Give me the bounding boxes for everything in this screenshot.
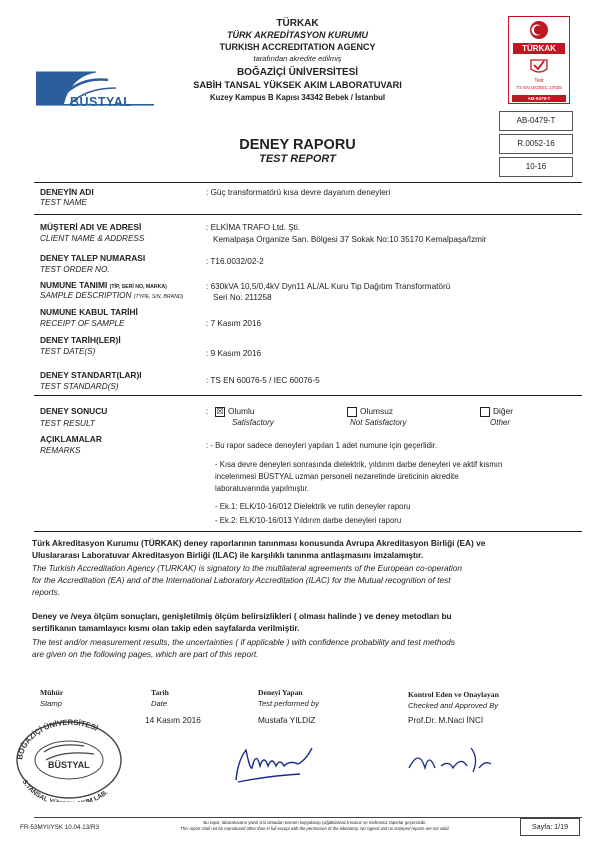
uncertainty-en-line2: are given on the following pages, which are part of this report. (32, 649, 259, 659)
receipt-label: NUMUNE KABUL TARİHİ (40, 307, 138, 317)
client-label: MÜŞTERİ ADI VE ADRESİ (40, 222, 142, 232)
header-university: BOĞAZİÇİ ÜNİVERSİTESİ (236, 67, 359, 78)
test-name-value: : Güç transformatörü kısa devre dayanım deneyleri (206, 188, 391, 197)
header-address: Kuzey Kampus B Kapısı 34342 Bebek / İstanbul (209, 93, 386, 102)
stamp-label-en: Stamp (40, 699, 62, 708)
footer-form-code: FR-53MYI/YSK 10.04.13/R3 (20, 824, 100, 831)
lab-stamp (8, 712, 130, 802)
result-option-label-en: Satisfactory (232, 418, 274, 427)
checked-by-label-en: Checked and Approved By (408, 701, 499, 710)
result-colon: : (206, 407, 209, 416)
test-name-text: Güç transformatörü kısa devre dayanım deneyleri (210, 188, 391, 197)
remarks-annex-1: - Ek.1: ELK/10-16/012 Dielektrik ve rutin deneyler raporu (215, 502, 411, 511)
result-label-en: TEST RESULT (40, 419, 95, 428)
turkak-badge-line3: AB-0479-T (527, 96, 551, 101)
sample-value: : 630kVA 10,5/0,4kV Dyn11 AL/AL Kuru Tip Dağıtım Transformatörü (206, 282, 451, 291)
header-agency-en: TURKISH ACCREDITATION AGENCY (219, 42, 376, 52)
bustyal-logo-graphic (36, 66, 154, 118)
header-accredited-by: tarafından akredite edilmiş (253, 54, 342, 63)
header-lab-name: SABİH TANSAL YÜKSEK AKIM LABORATUVARI (193, 80, 402, 90)
footer-note-tr: Bu rapor, laboratuvarın yazılı izni olmadan kısmen kopyalanıp çoğaltılamaz.İmzasız ve mühürsüz raporlar geçersizdir. (203, 820, 427, 825)
result-checkbox-satisfactory[interactable]: ☒ (216, 406, 224, 416)
remarks-label: AÇIKLAMALAR (40, 434, 102, 444)
dates-value: : 9 Kasım 2016 (206, 349, 262, 358)
receipt-label-en: RECEIPT OF SAMPLE (40, 319, 125, 328)
report-title: DENEY RAPORU (239, 137, 356, 153)
uncertainty-tr-line2: sertifikanın tamamlayıcı kısmı olan takip eden sayfalarda verilmiştir. (32, 623, 300, 633)
sample-serial: Seri No: 211258 (213, 293, 272, 302)
report-title-en: TEST REPORT (259, 153, 336, 165)
performed-by-name: Mustafa YILDIZ (258, 715, 316, 725)
result-option-label: Olumsuz (360, 406, 394, 416)
result-option-label: Olumlu (228, 406, 255, 416)
checked-by-label: Kontrol Eden ve Onaylayan (408, 690, 499, 699)
receipt-text: 7 Kasım 2016 (210, 319, 262, 328)
row-divider (34, 214, 582, 215)
client-address-value: Kemalpaşa Organize San. Bölgesi 37 Sokak No:10 35170 Kemalpaşa/İzmir (213, 235, 487, 244)
accreditation-en-line3: reports. (32, 587, 61, 597)
turkak-badge (508, 16, 570, 104)
standards-value: : TS EN 60076-5 / IEC 60076-5 (206, 376, 320, 385)
performer-signature (228, 730, 318, 790)
remarks-line-2: - Kısa devre deneyleri sonrasında dielektrik, yıldırım darbe deneyleri ve aktif kısmın (215, 460, 503, 469)
stamp-center-text: BÜSTYAL (48, 760, 90, 770)
date-label: Tarih (151, 688, 169, 697)
accreditation-tr-line2: Uluslararası Laboratuvar Akreditasyon Birliği (ILAC) ile karşılıklı tanınma antlaşmasını imzalamıştır. (32, 550, 424, 560)
sample-label-en-small: (TYPE, S/N, BRAND) (133, 294, 184, 300)
stamp-top-text: BOĞAZİÇİ ÜNİVERSİTESİ (15, 717, 100, 761)
dates-label: DENEY TARİH(LER)İ (40, 335, 121, 345)
accreditation-tr-line1: Türk Akreditasyon Kurumu (TÜRKAK) deney raporlarının tanınması konusunda Avrupa Akreditasyon Birliği (EA) ve (32, 538, 486, 548)
stamp-label: Mühür (40, 688, 64, 697)
dates-text: 9 Kasım 2016 (210, 349, 262, 358)
order-text: T16.0032/02-2 (210, 257, 264, 266)
header-turkak: TÜRKAK (276, 18, 319, 29)
stamp-bottom-text: S.TANSAL Y M LAB. (20, 778, 110, 802)
footer-page-number: Sayfa: 1/19 (520, 818, 580, 836)
bustyal-logo-text: BÜSTYAL (70, 95, 132, 109)
turkak-badge-line1: Test (534, 78, 544, 84)
footer-note-en: This report shall not be reproduced other than in full except with the permission of the laboratory. No signed and no stamped reports are not valid. (180, 826, 450, 831)
header-agency-tr: TÜRK AKREDİTASYON KURUMU (227, 30, 368, 40)
order-value: : T16.0032/02-2 (206, 257, 264, 266)
dates-label-en: TEST DATE(S) (40, 347, 96, 356)
standards-text: TS EN 60076-5 / IEC 60076-5 (210, 376, 320, 385)
turkak-badge-graphic (509, 17, 569, 103)
accreditation-en-line2: for the Accreditation (EA) and of the International Laboratory Accreditation (ILAC) for the Mutual recognition of test (32, 575, 451, 585)
turkak-badge-line2: TS EN ISO/IEC 17025 (516, 85, 562, 90)
performed-by-label-en: Test performed by (258, 699, 319, 708)
sample-label-small: (TİP, SERİ NO, MARKA) (109, 284, 167, 290)
result-option-label-en: Not Satisfactory (350, 418, 407, 427)
performed-by-label: Deneyi Yapan (258, 688, 303, 697)
remarks-line-3: incelenmesi BÜSTYAL uzman personeli nezaretinde üreticinin akredite (215, 472, 459, 481)
remarks-text: - Bu rapor sadece deneyleri yapılan 1 adet numune için geçerlidir. (210, 441, 438, 450)
checked-by-name: Prof.Dr. M.Naci İNCİ (408, 715, 484, 725)
lab-stamp-graphic (8, 712, 130, 802)
test-name-label-en: TEST NAME (40, 198, 87, 207)
result-checkbox-not-satisfactory[interactable] (347, 407, 357, 417)
result-option-satisfactory[interactable] (215, 406, 255, 417)
remarks-annex-2: - Ek.2: ELK/10-16/013 Yıldırım darbe deneyleri raporu (215, 516, 402, 525)
accreditation-number: AB-0479-T (499, 111, 573, 131)
bustyal-logo (36, 66, 154, 118)
result-label: DENEY SONUCU (40, 406, 108, 416)
accreditation-en-line1: The Turkish Accreditation Agency (TURKAK) is signatory to the multilateral agreements of the European co-operation (32, 563, 462, 573)
remarks-line-4: laboratuvarında yapılmıştır. (215, 484, 310, 493)
date-label-en: Date (151, 699, 168, 708)
order-label-en: TEST ORDER NO. (40, 265, 110, 274)
result-option-other[interactable] (480, 406, 513, 417)
order-label: DENEY TALEP NUMARASI (40, 253, 146, 263)
test-name-label: DENEYİN ADI (40, 187, 94, 197)
standards-label-en: TEST STANDARD(S) (40, 382, 119, 391)
result-option-label: Diğer (493, 406, 514, 416)
approver-signature (405, 738, 495, 783)
row-divider (34, 395, 582, 396)
receipt-value: : 7 Kasım 2016 (206, 319, 262, 328)
sample-label-en (40, 291, 183, 302)
uncertainty-tr-line1: Deney ve /veya ölçüm sonuçları, genişletilmiş ölçüm belirsizlikleri ( olması halinde ) ve deney metodları bu (32, 611, 452, 621)
table-top-divider (34, 182, 582, 183)
uncertainty-en-line1: The test and/or measurement results, the uncertainties ( if applicable ) with confidence probability and test methods (32, 637, 455, 647)
remarks-label-en: REMARKS (40, 446, 81, 455)
client-name-text: ELKİMA TRAFO Ltd. Şti. (210, 223, 301, 232)
report-period: 10-16 (499, 157, 573, 177)
table-bottom-divider (34, 531, 582, 532)
client-label-en: CLIENT NAME & ADDRESS (40, 234, 145, 243)
standards-label: DENEY STANDART(LAR)I (40, 370, 142, 380)
result-checkbox-other[interactable] (480, 407, 490, 417)
turkak-badge-text: TÜRKAK (522, 44, 556, 53)
sample-label-text: NUMUNE TANIMI (40, 280, 108, 290)
signature-date: 14 Kasım 2016 (145, 715, 201, 725)
result-option-not-satisfactory[interactable] (347, 406, 393, 417)
remarks-line-1: : - Bu rapor sadece deneyleri yapılan 1 adet numune için geçerlidir. (206, 441, 438, 450)
sample-label-en-text: SAMPLE DESCRIPTION (40, 291, 132, 300)
result-option-label-en: Other (490, 418, 511, 427)
report-number: R.0052-16 (499, 134, 573, 154)
footer-divider (34, 817, 582, 818)
sample-text: 630kVA 10,5/0,4kV Dyn11 AL/AL Kuru Tip Dağıtım Transformatörü (210, 282, 451, 291)
client-name-value: : ELKİMA TRAFO Ltd. Şti. (206, 223, 301, 232)
